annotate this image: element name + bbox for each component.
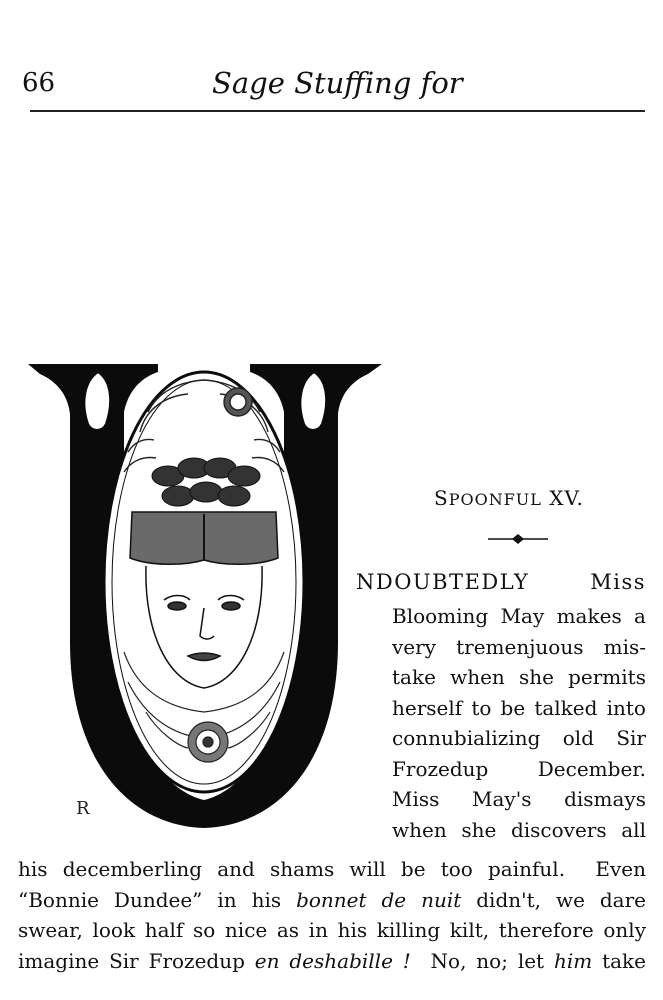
text-line xyxy=(392,662,646,693)
text-segment: swear, look half so nice as in his killing kilt, therefore only xyxy=(18,918,646,942)
word: talked xyxy=(534,695,598,720)
text-line xyxy=(392,723,646,754)
word: very xyxy=(392,634,436,659)
running-head: Sage Stuffing for xyxy=(212,66,463,100)
full-width-text-block xyxy=(18,854,646,976)
text-segment: imagine Sir Frozedup xyxy=(18,948,255,973)
text-segment: No, no; let xyxy=(410,948,554,973)
chapter-heading-number: XV. xyxy=(549,486,584,510)
word: tremenjuous xyxy=(456,634,584,659)
word: dismays xyxy=(564,787,646,811)
text-line xyxy=(392,815,646,846)
text-segment: his decemberling and shams will be too painful. Even xyxy=(18,857,646,881)
first-line-word: NDOUBTEDLY xyxy=(356,570,530,594)
italic-phrase: him xyxy=(553,948,593,973)
text-line xyxy=(18,946,646,977)
decorated-initial-illustration xyxy=(28,352,384,832)
word: she xyxy=(518,665,554,689)
paragraph-first-line xyxy=(356,570,646,594)
text-line xyxy=(392,632,646,663)
indented-text-block xyxy=(392,601,646,845)
word: when xyxy=(450,665,505,689)
word: she xyxy=(461,817,497,842)
first-line-word: Miss xyxy=(590,570,646,594)
word: May xyxy=(500,604,545,628)
word: Sir xyxy=(616,726,646,750)
text-line xyxy=(392,693,646,724)
word: December. xyxy=(537,756,646,781)
word: a xyxy=(634,604,646,628)
word: into xyxy=(606,695,646,720)
word: all xyxy=(621,817,646,842)
word: makes xyxy=(556,604,622,628)
word: Blooming xyxy=(392,604,489,628)
word: connubializing xyxy=(392,726,541,750)
section-ornament xyxy=(488,533,548,545)
text-segment: take xyxy=(592,948,646,973)
word: May's xyxy=(472,787,532,811)
chapter-heading-smallcaps: POONFUL xyxy=(448,490,542,509)
word: Miss xyxy=(392,787,440,811)
chapter-heading xyxy=(434,486,584,510)
word: be xyxy=(500,695,526,720)
text-line xyxy=(18,885,646,916)
text-line xyxy=(392,601,646,632)
word: Frozedup xyxy=(392,756,489,781)
word: mis- xyxy=(603,634,646,659)
text-line xyxy=(392,784,646,815)
italic-phrase: bonnet de nuit xyxy=(296,887,462,912)
italic-phrase: en deshabille ! xyxy=(254,948,411,973)
text-line xyxy=(392,754,646,785)
word: take xyxy=(392,665,436,689)
word: discovers xyxy=(510,817,607,842)
text-segment: didn't, we dare xyxy=(461,887,646,912)
word: to xyxy=(471,695,492,720)
text-line xyxy=(18,915,646,946)
word: old xyxy=(562,726,594,750)
chapter-heading-initial: S xyxy=(434,486,449,510)
header-rule xyxy=(30,110,645,112)
artist-monogram: R xyxy=(76,798,90,819)
word: when xyxy=(392,817,447,842)
word: permits xyxy=(568,665,646,689)
text-segment: “Bonnie Dundee” in his xyxy=(18,887,297,912)
page-number: 66 xyxy=(22,68,56,98)
text-line xyxy=(18,854,646,885)
word: herself xyxy=(392,695,463,720)
